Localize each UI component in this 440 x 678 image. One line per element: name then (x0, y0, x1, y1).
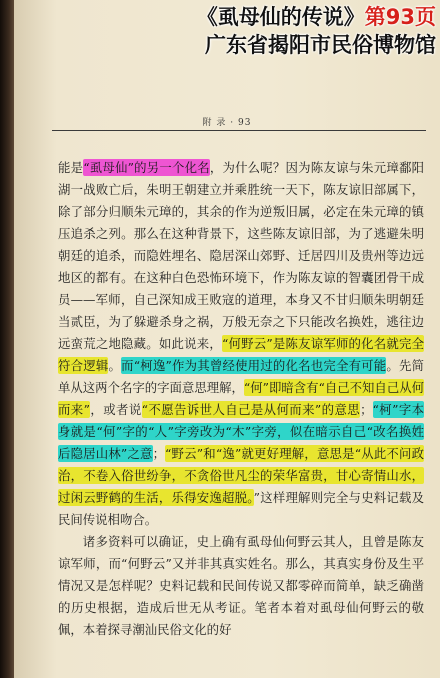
text-segment: ”这样理解则完全与史料记载及民间传说相吻合。 (58, 490, 424, 527)
text-segment: 。 (108, 358, 122, 373)
paragraph (58, 531, 424, 641)
banner-title-line (106, 4, 436, 31)
text-segment: 诸多资料可以确证，史上确有虱母仙何野云其人，且曾是陈友谅军师，而“何野云”又并非其真实姓名。那么，其真实身份及生平情况又是怎样呢？史料记载和民间传说又都零碎而简单，缺乏确凿的历史根据，造成后世无从考证。笔者本着对虱母仙何野云的敬佩，本着探寻潮汕民俗文化的好 (58, 534, 424, 637)
highlighted-text-yellow: “何野云”是陈友谅军师的化名就完全符合逻辑 (58, 336, 425, 373)
book-page (14, 0, 440, 678)
museum-name: 广东省揭阳市民俗博物馆 (205, 33, 436, 57)
book-title: 《虱母仙的传说》 (196, 5, 365, 29)
text-segment: ； (152, 446, 166, 461)
header-rule (52, 130, 426, 131)
text-segment: ，或者说 (89, 402, 142, 417)
text-segment: ，为什么呢？因为陈友谅与朱元璋鄱阳湖一战败亡后，朱明王朝建立并乘胜统一天下，陈友谅旧部属下，除了部分归顺朱元璋的，其余的作为逆叛旧属，必定在朱元璋的镇压追杀之列。那么在这种背景下，这些陈友谅旧部，为了逃避朱明朝廷的追杀，而隐姓埋名、隐居深山郊野、迁居四川及贵州等边远地区的都有。在这种白色恐怖环境下，作为陈友谅的智囊团骨干成员——军师，自己深知成王败寇的道理，本身又不甘归顺朱明朝廷当贰臣，为了躲避杀身之祸，万般无奈之下只能改名换姓，逃往边远蛮荒之地隐藏。如此说来， (58, 160, 425, 351)
highlighted-text-pink: “虱母仙”的另一个化名 (83, 160, 210, 175)
highlighted-text-yellow: “何”即暗含有“自己不知自己从何而来” (58, 380, 424, 417)
text-segment: ； (360, 402, 373, 417)
text-segment: 能是 (58, 160, 84, 175)
highlighted-text-yellow: “不愿告诉世人自己是从何而来”的意思 (141, 402, 361, 417)
source-banner (106, 4, 436, 59)
running-head-text: 附 录 · 93 (202, 118, 252, 128)
page-number-label: 第93页 (364, 5, 436, 29)
text-segment: 。先简单从这两个名字的字面意思理解， (58, 358, 425, 395)
paragraph (58, 157, 424, 531)
body-text (58, 157, 424, 641)
running-head (14, 115, 440, 128)
highlighted-text-cyan: “柯”字本身就是“何”字的“人”字旁改为“木”字旁，似在暗示自己“改名换姓后隐居山林”之意 (58, 402, 425, 461)
highlighted-text-cyan: 而“柯逸”作为其曾经使用过的化名也完全有可能 (121, 358, 387, 373)
highlighted-text-yellow: “野云”和“逸”就更好理解，意思是“从此不问政治，不卷入俗世纷争，不贪俗世凡尘的荣华富贵，甘心寄情山水，过闲云野鹤的生活，乐得安逸超脱。 (58, 446, 424, 505)
